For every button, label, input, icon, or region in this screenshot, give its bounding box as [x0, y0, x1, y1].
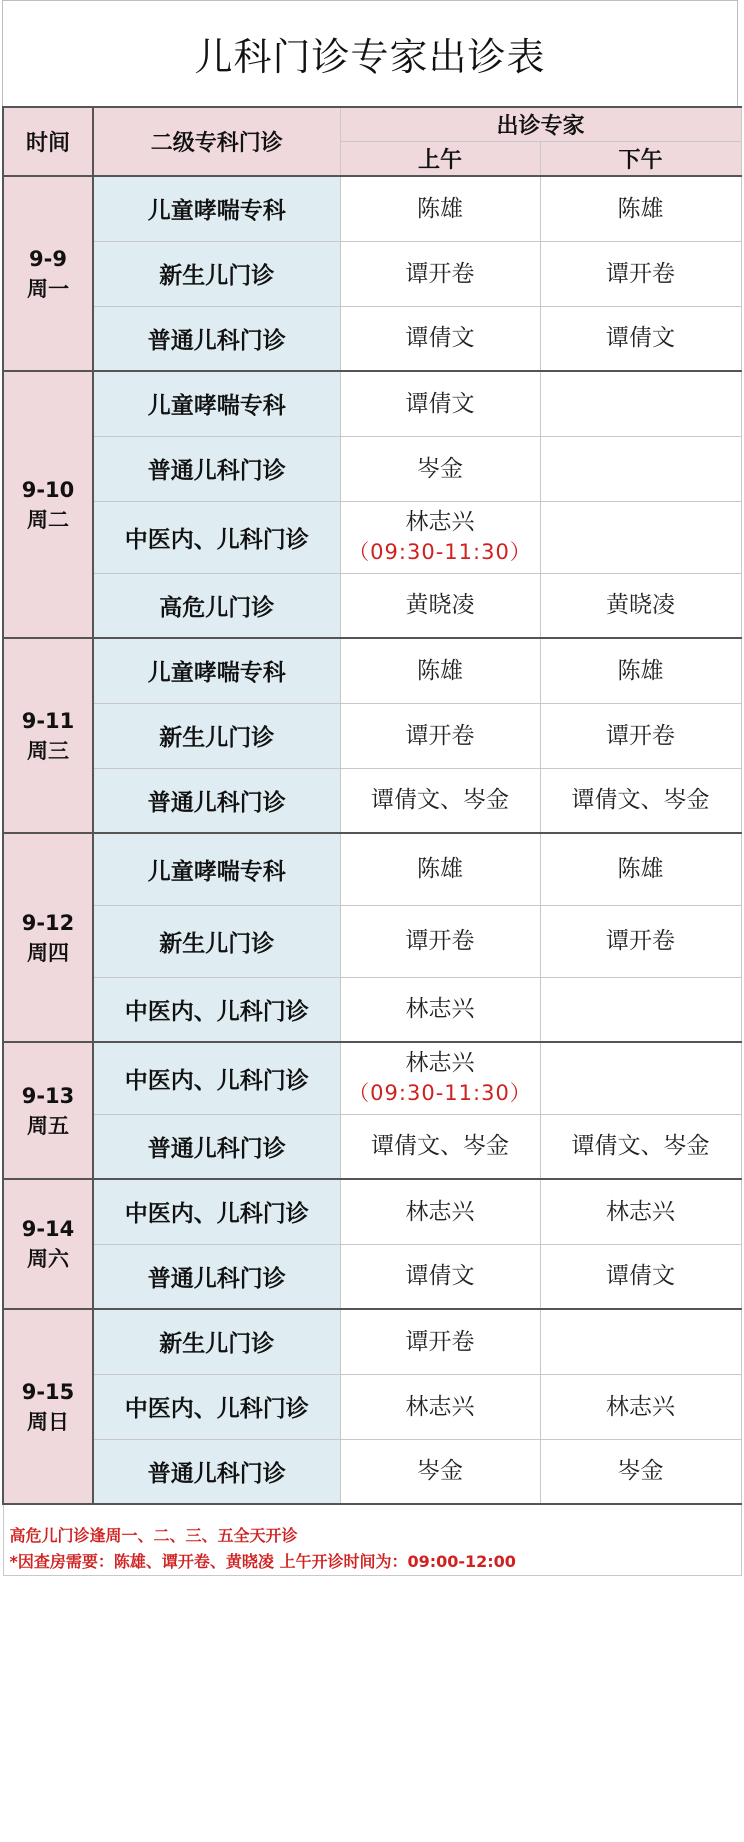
- am-doctor-name: 谭倩文: [405, 1263, 475, 1290]
- am-doctor-name: 谭倩文、岑金: [371, 787, 509, 814]
- am-doctor-cell: [340, 977, 540, 1042]
- pm-doctor-cell: 林志兴: [540, 1374, 741, 1439]
- am-doctor-cell: [340, 638, 540, 703]
- pm-doctor-cell: 谭开卷: [540, 905, 741, 977]
- am-doctor-cell: [340, 1309, 540, 1374]
- am-doctor-cell: [340, 573, 540, 638]
- am-doctor-cell: [340, 1179, 540, 1244]
- schedule-row: [3, 768, 741, 833]
- day-cell: [3, 371, 93, 638]
- day-cell: [3, 176, 93, 371]
- am-doctor-cell: [340, 176, 540, 241]
- page-title: 儿科门诊专家出诊表: [194, 35, 546, 79]
- pm-doctor-cell: [540, 1309, 741, 1374]
- am-time-note: （09:30-11:30）: [348, 1081, 532, 1106]
- weekday-label: 周日: [27, 1409, 69, 1434]
- pm-doctor-cell: 岑金: [540, 1439, 741, 1504]
- date-label: 9-11: [21, 708, 75, 733]
- pm-doctor-cell: 黄晓凌: [540, 573, 741, 638]
- pm-doctor-cell: 谭开卷: [540, 703, 741, 768]
- department-cell: 儿童哮喘专科: [93, 371, 340, 436]
- department-cell: 儿童哮喘专科: [93, 638, 340, 703]
- pm-doctor-cell: [540, 1042, 741, 1114]
- am-doctor-name: 陈雄: [417, 657, 463, 684]
- pm-doctor-cell: 谭倩文、岑金: [540, 768, 741, 833]
- am-doctor-name: 谭倩文: [405, 390, 475, 417]
- schedule-row: [3, 1179, 741, 1244]
- schedule-row: [3, 638, 741, 703]
- schedule-row: [3, 1374, 741, 1439]
- department-header: 二级专科门诊: [93, 107, 340, 176]
- schedule-row: [3, 833, 741, 905]
- schedule-row: [3, 436, 741, 501]
- pm-doctor-cell: 谭开卷: [540, 241, 741, 306]
- schedule-row: [3, 1042, 741, 1114]
- weekday-label: 周四: [27, 940, 69, 965]
- day-cell: [3, 1179, 93, 1309]
- am-doctor-name: 岑金: [417, 455, 463, 482]
- notes-row: [3, 1504, 741, 1576]
- date-label: 9-10: [21, 477, 75, 502]
- title-box: [2, 0, 738, 106]
- department-cell: 新生儿门诊: [93, 241, 340, 306]
- am-doctor-name: 陈雄: [417, 195, 463, 222]
- am-doctor-name: 谭开卷: [405, 1328, 475, 1355]
- am-doctor-cell: [340, 371, 540, 436]
- department-cell: 普通儿科门诊: [93, 1244, 340, 1309]
- schedule-row: [3, 501, 741, 573]
- pm-header: 下午: [540, 141, 741, 176]
- day-cell: [3, 1042, 93, 1179]
- department-cell: 普通儿科门诊: [93, 1114, 340, 1179]
- pm-doctor-cell: [540, 977, 741, 1042]
- department-cell: 儿童哮喘专科: [93, 833, 340, 905]
- am-doctor-cell: [340, 1042, 540, 1114]
- am-doctor-name: 黄晓凌: [405, 592, 475, 619]
- am-doctor-name: 林志兴: [405, 1050, 475, 1077]
- pm-doctor-cell: 陈雄: [540, 833, 741, 905]
- am-doctor-cell: [340, 501, 540, 573]
- department-cell: 普通儿科门诊: [93, 306, 340, 371]
- pm-doctor-cell: 林志兴: [540, 1179, 741, 1244]
- schedule-row: [3, 176, 741, 241]
- department-cell: 普通儿科门诊: [93, 1439, 340, 1504]
- am-doctor-cell: [340, 703, 540, 768]
- schedule-row: [3, 241, 741, 306]
- weekday-label: 周六: [27, 1247, 69, 1271]
- schedule-row: [3, 977, 741, 1042]
- am-doctor-cell: [340, 1244, 540, 1309]
- schedule-row: [3, 1439, 741, 1504]
- am-doctor-name: 林志兴: [405, 1393, 475, 1420]
- department-cell: 普通儿科门诊: [93, 436, 340, 501]
- notes-cell: [3, 1504, 741, 1576]
- am-doctor-name: 陈雄: [417, 856, 463, 883]
- schedule-row: [3, 1309, 741, 1374]
- am-doctor-name: 谭倩文、岑金: [371, 1133, 509, 1160]
- schedule-row: [3, 703, 741, 768]
- schedule-row: [3, 1244, 741, 1309]
- date-label: 9-15: [21, 1379, 75, 1404]
- department-cell: 中医内、儿科门诊: [93, 1042, 340, 1114]
- am-doctor-name: 谭开卷: [405, 260, 475, 287]
- experts-header: 出诊专家: [340, 107, 741, 141]
- schedule-table: [2, 106, 742, 1576]
- department-cell: 普通儿科门诊: [93, 768, 340, 833]
- am-doctor-name: 岑金: [417, 1458, 463, 1485]
- department-cell: 儿童哮喘专科: [93, 176, 340, 241]
- am-doctor-cell: [340, 833, 540, 905]
- pm-doctor-cell: [540, 501, 741, 573]
- department-cell: 新生儿门诊: [93, 1309, 340, 1374]
- pm-doctor-cell: 谭倩文、岑金: [540, 1114, 741, 1179]
- date-label: 9-9: [29, 246, 67, 271]
- schedule-row: [3, 905, 741, 977]
- am-doctor-cell: [340, 1439, 540, 1504]
- weekday-label: 周五: [27, 1113, 69, 1138]
- am-doctor-cell: [340, 306, 540, 371]
- note-line: 高危儿门诊逢周一、二、三、五全天开诊: [9, 1526, 298, 1545]
- day-cell: [3, 833, 93, 1042]
- pm-doctor-cell: 谭倩文: [540, 306, 741, 371]
- note-line: *因查房需要：陈雄、谭开卷、黄晓凌 上午开诊时间为：09:00-12:00: [9, 1552, 516, 1571]
- am-time-note: （09:30-11:30）: [348, 540, 532, 564]
- schedule-row: [3, 573, 741, 638]
- schedule-row: [3, 306, 741, 371]
- weekday-label: 周一: [27, 276, 69, 301]
- department-cell: 中医内、儿科门诊: [93, 1179, 340, 1244]
- am-doctor-cell: [340, 905, 540, 977]
- schedule-row: [3, 371, 741, 436]
- am-doctor-name: 谭开卷: [405, 722, 475, 749]
- am-doctor-name: 谭开卷: [405, 928, 475, 954]
- day-cell: [3, 1309, 93, 1504]
- time-header: 时间: [3, 107, 93, 176]
- date-label: 9-12: [21, 910, 75, 935]
- department-cell: 中医内、儿科门诊: [93, 1374, 340, 1439]
- department-cell: 高危儿门诊: [93, 573, 340, 638]
- pm-doctor-cell: [540, 371, 741, 436]
- am-doctor-name: 谭倩文: [405, 325, 475, 352]
- schedule-row: [3, 1114, 741, 1179]
- am-doctor-cell: [340, 436, 540, 501]
- date-label: 9-13: [21, 1083, 75, 1108]
- pm-doctor-cell: 谭倩文: [540, 1244, 741, 1309]
- date-label: 9-14: [21, 1217, 75, 1241]
- department-cell: 新生儿门诊: [93, 703, 340, 768]
- am-doctor-cell: [340, 1114, 540, 1179]
- pm-doctor-cell: 陈雄: [540, 638, 741, 703]
- am-doctor-name: 林志兴: [405, 509, 475, 535]
- schedule-sheet: [2, 0, 740, 1842]
- header-row-1: [3, 107, 741, 141]
- department-cell: 新生儿门诊: [93, 905, 340, 977]
- am-doctor-name: 林志兴: [405, 996, 475, 1023]
- weekday-label: 周二: [27, 507, 69, 532]
- am-doctor-name: 林志兴: [405, 1198, 475, 1225]
- pm-doctor-cell: [540, 436, 741, 501]
- am-doctor-cell: [340, 1374, 540, 1439]
- am-doctor-cell: [340, 241, 540, 306]
- department-cell: 中医内、儿科门诊: [93, 977, 340, 1042]
- department-cell: 中医内、儿科门诊: [93, 501, 340, 573]
- weekday-label: 周三: [27, 738, 69, 763]
- pm-doctor-cell: 陈雄: [540, 176, 741, 241]
- am-doctor-cell: [340, 768, 540, 833]
- day-cell: [3, 638, 93, 833]
- am-header: 上午: [340, 141, 540, 176]
